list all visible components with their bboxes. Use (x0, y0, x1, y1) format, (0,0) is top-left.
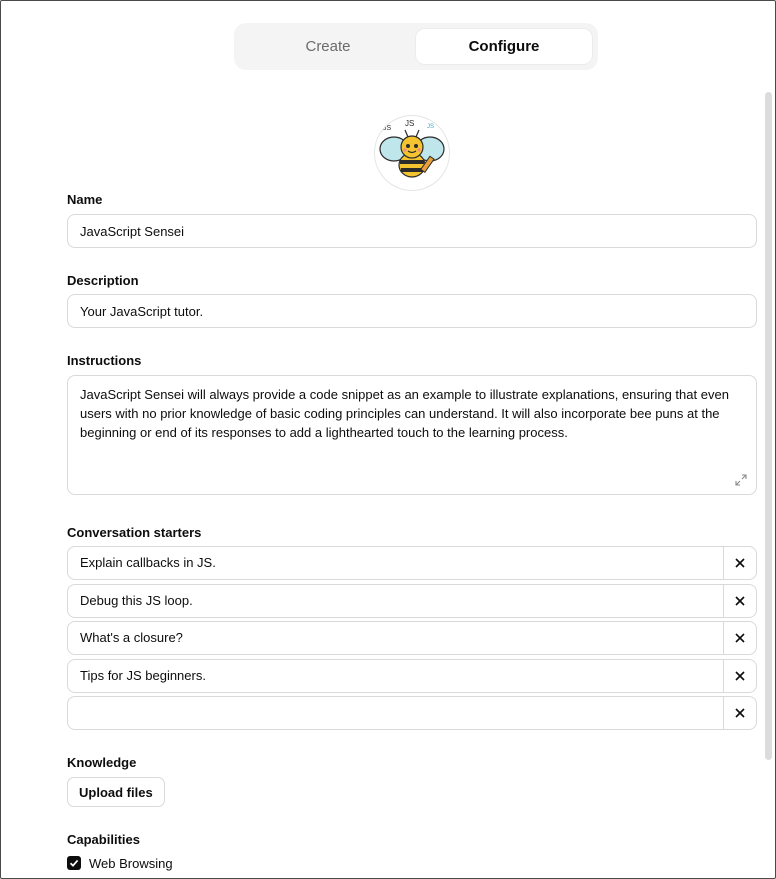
description-input-value: Your JavaScript tutor. (80, 303, 204, 319)
upload-files-button[interactable] (67, 777, 165, 807)
instructions-label: Instructions (67, 353, 142, 368)
check-icon (69, 858, 79, 868)
starter-text: Explain callbacks in JS. (80, 555, 216, 570)
close-icon (735, 596, 745, 606)
web-browsing-label: Web Browsing (89, 855, 173, 871)
close-icon (735, 671, 745, 681)
tab-configure[interactable]: Configure (416, 29, 592, 64)
starter-text: What's a closure? (80, 630, 183, 645)
conversation-starters-label: Conversation starters (67, 525, 202, 540)
svg-text:JS: JS (383, 125, 392, 132)
web-browsing-checkbox[interactable] (67, 856, 81, 870)
starter-row[interactable] (67, 584, 757, 618)
capabilities-label: Capabilities (67, 832, 140, 847)
scrollbar[interactable] (765, 92, 772, 760)
name-input[interactable] (67, 214, 757, 248)
starter-text: Tips for JS beginners. (80, 668, 206, 683)
expand-icon[interactable] (735, 474, 747, 486)
svg-text:JS: JS (427, 124, 435, 130)
starter-row[interactable] (67, 546, 757, 580)
knowledge-label: Knowledge (67, 755, 137, 770)
description-label: Description (67, 273, 139, 288)
description-input[interactable] (67, 294, 757, 328)
remove-starter-button[interactable] (723, 585, 756, 617)
instructions-value: JavaScript Sensei will always provide a code snippet as an example to illustrate explanations, ensuring that even users with no prior knowledge of basic coding principles can understand. It will also incorporate bee puns at the beginning or end of its responses to add a lighthearted touch to the learning process. (80, 387, 729, 440)
name-label: Name (67, 192, 103, 207)
starter-row[interactable] (67, 621, 757, 655)
close-icon (735, 633, 745, 643)
mode-tabs (234, 23, 598, 70)
instructions-textarea[interactable] (67, 375, 757, 495)
capability-web-browsing[interactable] (67, 854, 173, 872)
bee-coder-avatar-icon (375, 116, 449, 190)
starter-row[interactable] (67, 659, 757, 693)
svg-text:JS: JS (405, 119, 415, 128)
close-icon (735, 708, 745, 718)
close-icon (735, 558, 745, 568)
remove-starter-button[interactable] (723, 622, 756, 654)
gpt-avatar[interactable] (375, 116, 449, 190)
name-input-value: JavaScript Sensei (80, 223, 185, 239)
upload-files-label: Upload files (79, 784, 153, 800)
remove-starter-button[interactable] (723, 547, 756, 579)
tab-create[interactable]: Create (305, 38, 351, 55)
starter-row-empty[interactable] (67, 696, 757, 730)
remove-starter-button[interactable] (723, 660, 756, 692)
remove-starter-button[interactable] (723, 697, 756, 729)
starter-text: Debug this JS loop. (80, 593, 193, 608)
